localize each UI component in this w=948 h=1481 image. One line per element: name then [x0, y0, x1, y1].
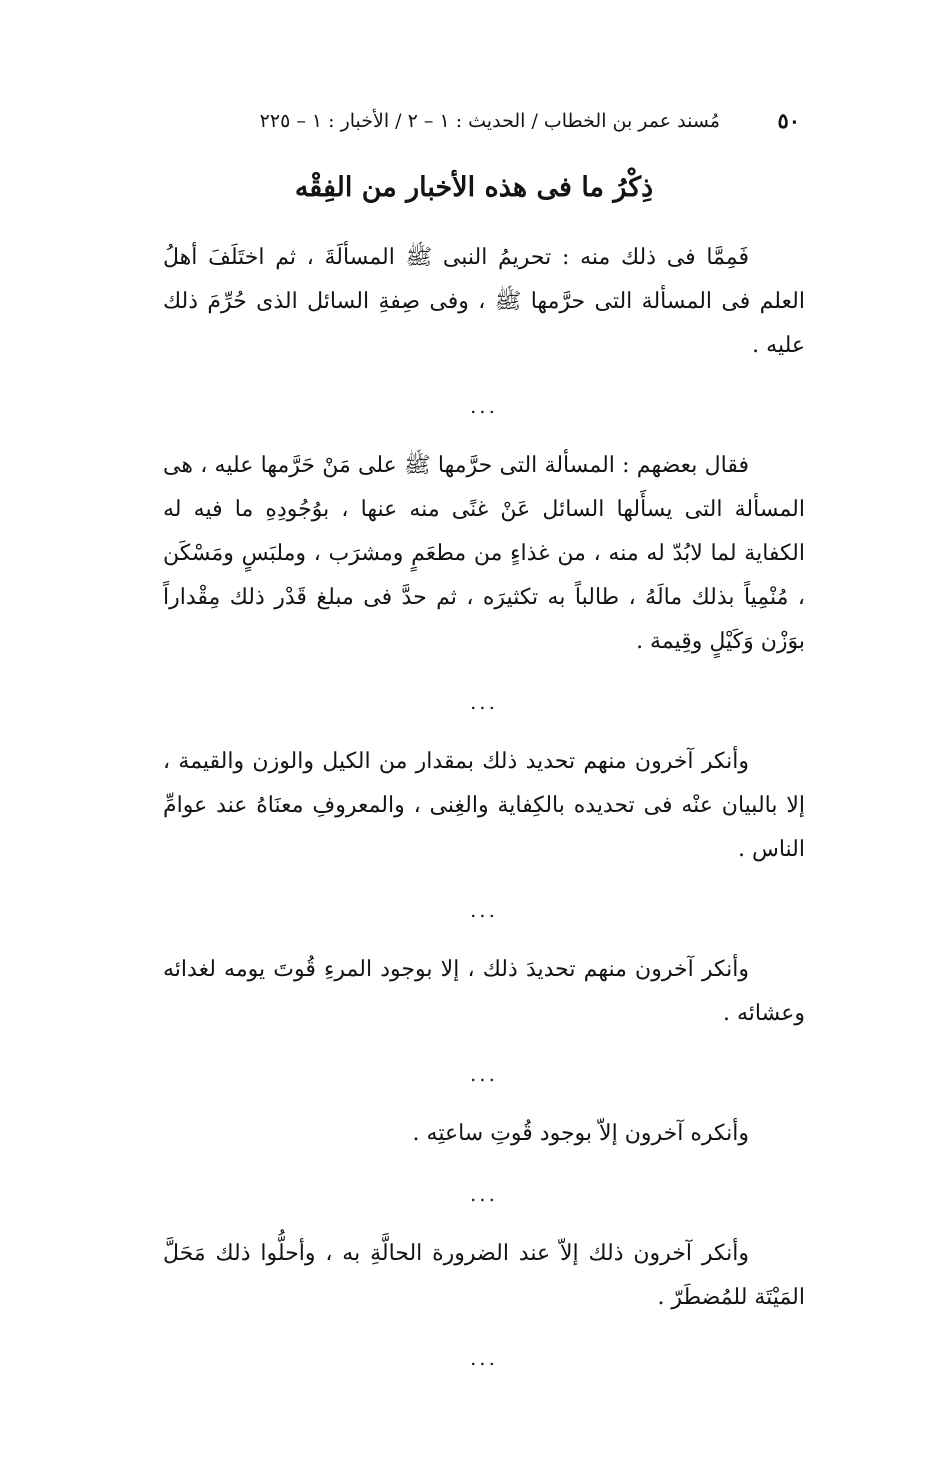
- separator: ...: [469, 1182, 499, 1206]
- paragraph: وأنكر آخرون منهم تحديد ذلك بمقدار من الكيل والوزن والقيمة ، إلا بالبيان عنْه فى تحديده بالكِفاية والغِنى ، والمعروفِ معنَاهُ عند عوامِّ الناس .: [163, 749, 805, 862]
- paragraph: وأنكره آخرون إلاّ بوجود قُوتِ ساعتِه .: [412, 1121, 749, 1146]
- paragraph: وأنكر آخرون ذلك إلاّ عند الضرورة الحالَّةِ به ، وأحلُّوا ذلك مَحَلَّ المَيْتَة للمُضطَرّ .: [163, 1241, 805, 1310]
- separator: ...: [469, 690, 499, 714]
- separator: ...: [469, 1062, 499, 1086]
- running-header: [240, 108, 800, 140]
- separator: ...: [469, 1346, 499, 1370]
- paragraph: فَمِمَّا فى ذلك منه : تحريمُ النبى ﷺ المسألَةَ ، ثم اختَلَفَ أهلُ العلم فى المسألة التى حرَّمها ﷺ ، وفى صِفةِ السائل الذى حُرِّمَ ذلك عليه .: [163, 245, 805, 358]
- separator: ...: [469, 898, 499, 922]
- page-number: ٥٠: [777, 108, 800, 133]
- separator: ...: [469, 394, 499, 418]
- paragraph: فقال بعضهم : المسألة التى حرَّمها ﷺ على مَنْ حَرَّمها عليه ، هى المسألة التى يسأَلها السائل عَنْ غنًى منه عنها ، بوُجُودِهِ ما فيه له الكفاية لما لابُدّ له منه ، من غذاءٍ من مطعَمٍ ومشرَب ، وملبَسٍ ومَسْكَن ، مُنْمِياً بذلك مالَهُ ، طالباً به تكثيرَه ، ثم حدَّ فى مبلغ قَدْر ذلك مِقْداراً بوَزْن وَكَيْلٍ وقِيمة .: [163, 453, 805, 654]
- paragraph: وأنكر آخرون منهم تحديدَ ذلك ، إلا بوجود المرءِ قُوتَ يومه لغدائه وعشائه .: [163, 957, 805, 1026]
- section-title: ذِكْرُ ما فى هذه الأخبار من الفِقْه: [294, 172, 654, 203]
- text-body: [163, 236, 805, 1396]
- running-header-title: مُسند عمر بن الخطاب / الحديث : ١ – ٢ / الأخبار : ١ – ٢٢٥: [259, 110, 720, 132]
